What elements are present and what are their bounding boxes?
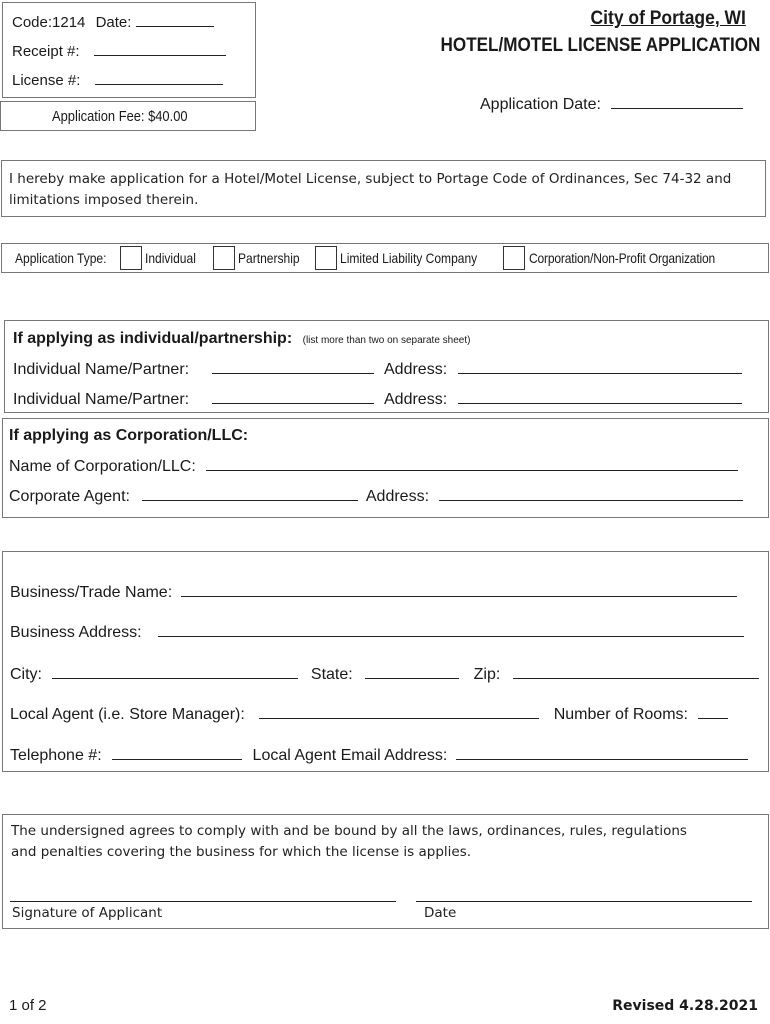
individual-address-label: Address: <box>384 361 448 378</box>
application-date-line <box>480 96 743 114</box>
application-date-label: Application Date: <box>480 96 601 113</box>
corporate-address-label: Address: <box>365 488 430 505</box>
intro-line-2: limitations imposed therein. <box>9 192 199 208</box>
corporation-checkbox[interactable] <box>503 246 525 270</box>
telephone-field[interactable] <box>112 759 242 760</box>
revised-date: Revised 4.28.2021 <box>612 998 758 1014</box>
partnership-option-label: Partnership <box>238 250 300 266</box>
application-fee: Application Fee: $40.00 <box>52 108 188 125</box>
trade-name-field[interactable] <box>181 596 737 597</box>
telephone-label: Telephone #: <box>10 747 102 764</box>
individual-heading: If applying as individual/partnership: <box>13 330 293 347</box>
intro-box <box>1 160 766 217</box>
individual-address-field-2[interactable] <box>458 403 742 404</box>
license-label: License #: <box>12 72 81 89</box>
corporation-option-label: Corporation/Non-Profit Organization <box>529 250 716 266</box>
zip-label: Zip: <box>473 666 501 683</box>
business-address-label: Business Address: <box>10 624 142 641</box>
date-label: Date: <box>95 14 132 31</box>
telephone-email-row <box>10 747 748 765</box>
code-label: Code:1214 <box>12 14 86 31</box>
rooms-label: Number of Rooms: <box>553 706 688 723</box>
corporate-agent-field[interactable] <box>142 500 358 501</box>
individual-note: (list more than two on separate sheet) <box>302 335 471 346</box>
individual-name-label: Individual Name/Partner: <box>13 361 190 378</box>
corporation-name-label: Name of Corporation/LLC: <box>9 458 196 475</box>
business-address-field[interactable] <box>158 636 744 637</box>
page-number: 1 of 2 <box>9 997 47 1014</box>
intro-line-1: I hereby make application for a Hotel/Motel License, subject to Portage Code of Ordinances, Sec 74-32 and <box>9 171 732 187</box>
license-line <box>12 72 223 89</box>
receipt-field[interactable] <box>94 55 226 56</box>
individual-address-field-1[interactable] <box>458 373 742 374</box>
office-date-field[interactable] <box>136 26 214 27</box>
signature-label: Signature of Applicant <box>12 905 163 921</box>
application-date-field[interactable] <box>611 108 743 109</box>
corporate-agent-label: Corporate Agent: <box>9 488 130 505</box>
application-type-label: Application Type: <box>15 250 107 266</box>
signature-date-line[interactable] <box>416 901 752 902</box>
individual-heading-line <box>13 330 470 348</box>
state-field[interactable] <box>365 678 459 679</box>
city-label: City: <box>10 666 42 683</box>
city-title: City of Portage, WI <box>590 8 746 29</box>
individual-name-field-1[interactable] <box>212 373 374 374</box>
individual-name-field-2[interactable] <box>212 403 374 404</box>
rooms-field[interactable] <box>698 718 728 719</box>
zip-field[interactable] <box>513 678 759 679</box>
individual-address-label-2: Address: <box>384 391 448 408</box>
form-title: HOTEL/MOTEL LICENSE APPLICATION <box>440 35 760 56</box>
individual-name-label-2: Individual Name/Partner: <box>13 391 190 408</box>
email-field[interactable] <box>456 759 748 760</box>
signature-date-label: Date <box>424 905 457 921</box>
trade-name-label: Business/Trade Name: <box>10 584 173 601</box>
llc-option-label: Limited Liability Company <box>340 250 478 266</box>
local-agent-field[interactable] <box>259 718 539 719</box>
email-label: Local Agent Email Address: <box>252 747 448 764</box>
trade-name-row <box>10 584 737 602</box>
local-agent-label: Local Agent (i.e. Store Manager): <box>10 706 245 723</box>
corporate-address-field[interactable] <box>439 500 743 501</box>
agreement-line-2: and penalties covering the business for which the license is applies. <box>11 844 472 860</box>
receipt-line <box>12 43 226 60</box>
receipt-label: Receipt #: <box>12 43 80 60</box>
local-agent-row <box>10 706 728 724</box>
individual-option-label: Individual <box>145 250 196 266</box>
individual-row-2 <box>13 391 742 409</box>
corporation-name-row <box>9 458 738 476</box>
partnership-checkbox[interactable] <box>213 246 235 270</box>
corporate-agent-row <box>9 488 743 506</box>
corporation-heading: If applying as Corporation/LLC: <box>9 427 249 444</box>
llc-checkbox[interactable] <box>315 246 337 270</box>
corporation-name-field[interactable] <box>206 470 738 471</box>
license-field[interactable] <box>95 84 223 85</box>
code-line <box>12 14 214 31</box>
state-label: State: <box>310 666 353 683</box>
signature-line[interactable] <box>10 901 396 902</box>
individual-checkbox[interactable] <box>120 246 142 270</box>
business-address-row <box>10 624 744 642</box>
agreement-line-1: The undersigned agrees to comply with and be bound by all the laws, ordinances, rules, regulations <box>11 823 687 839</box>
individual-row-1 <box>13 361 742 379</box>
city-state-zip-row <box>10 666 759 684</box>
city-field[interactable] <box>52 678 298 679</box>
